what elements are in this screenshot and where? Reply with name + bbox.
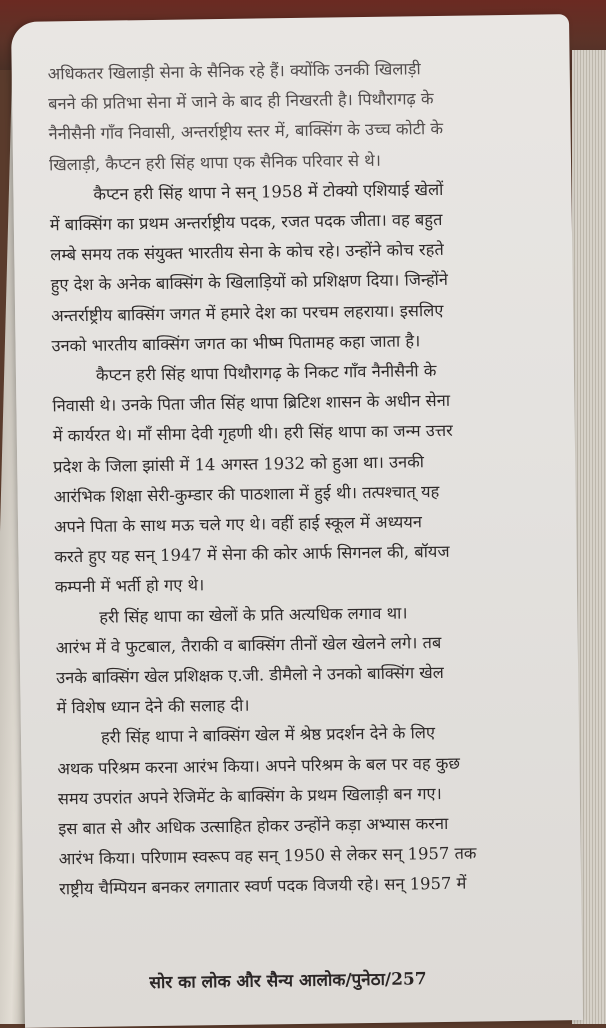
- text-line: निवासी थे। उनके पिता जीत सिंह थापा ब्रिटिश शासन के अधीन सेना: [52, 391, 451, 416]
- text-line: हुए देश के अनेक बाक्सिंग के खिलाड़ियों को प्रशिक्षण दिया। जिन्होंने: [50, 270, 449, 295]
- text-line: उनके बाक्सिंग खेल प्रशिक्षक ए.जी. डीमैलो ने उनको बाक्सिंग खेल: [56, 663, 444, 688]
- book-page: [11, 14, 583, 1028]
- text-line: करते हुए यह सन् 1947 में सेना की कोर आर्फ सिगनल की, बॉयज: [54, 542, 450, 567]
- text-line: अधिकतर खिलाड़ी सेना के सैनिक रहे हैं। क्योंकि उनकी खिलाड़ी: [47, 59, 421, 84]
- text-line: कैप्टन हरी सिंह थापा पिथौरागढ़ के निकट गाँव नैनीसैनी के: [95, 361, 437, 385]
- text-line: आरंभ में वे फुटबाल, तैराकी व बाक्सिंग तीनों खेल खेलने लगे। तब: [55, 632, 442, 658]
- text-line: राष्ट्रीय चैम्पियन बनकर लगातार स्वर्ण पदक विजयी रहे। सन् 1957 में: [58, 874, 467, 899]
- text-line: में विशेष ध्यान देने की सलाह दी।: [56, 695, 250, 718]
- text-line: आरंभिक शिक्षा सेरी-कुम्डार की पाठशाला में हुई थी। तत्पश्चात् यह: [53, 481, 440, 507]
- text-line: अथक परिश्रम करना आरंभ किया। अपने परिश्रम के बल पर वह कुछ: [57, 753, 461, 779]
- text-line: अन्तर्राष्ट्रीय बाक्सिंग जगत में हमारे देश का परचम लहराया। इसलिए: [50, 300, 444, 326]
- text-line: प्रदेश के जिला झांसी में 14 अगस्त 1932 को हुआ था। उनकी: [53, 451, 425, 477]
- page-footer: सोर का लोक और सैन्य आलोक/पुनेठा/257: [149, 969, 427, 994]
- text-line: नैनीसैनी गाँव निवासी, अन्तर्राष्ट्रीय स्तर में, बाक्सिंग के उच्च कोटी के: [48, 119, 444, 144]
- text-line: बनने की प्रतिभा सेना में जाने के बाद ही निखरती है। पिथौरागढ़ के: [48, 89, 434, 114]
- text-line: उनको भारतीय बाक्सिंग जगत का भीष्म पितामह कहा जाता है।: [51, 331, 421, 356]
- text-line: हरी सिंह थापा ने बाक्सिंग खेल में श्रेष्ठ प्रदर्शन देने के लिए: [100, 723, 436, 748]
- text-line: अपने पिता के साथ मऊ चले गए थे। वहीं हाई स्कूल में अध्ययन: [53, 512, 423, 537]
- text-line: हरी सिंह थापा का खेलों के प्रति अत्यधिक लगाव था।: [99, 603, 408, 627]
- text-line: लम्बे समय तक संयुक्त भारतीय सेना के कोच रहे। उन्होंने कोच रहते: [50, 240, 444, 265]
- body-text: [48, 52, 560, 905]
- text-line: समय उपरांत अपने रेजिमेंट के बाक्सिंग के प्रथम खिलाड़ी बन गए।: [57, 783, 442, 809]
- text-line: आरंभ किया। परिणाम स्वरूप वह सन् 1950 से लेकर सन् 1957 तक: [58, 843, 477, 869]
- text-line: खिलाड़ी, कैप्टन हरी सिंह थापा एक सैनिक परिवार से थे।: [48, 150, 382, 175]
- text-line: में बाक्सिंग का प्रथम अन्तर्राष्ट्रीय पदक, रजत पदक जीता। वह बहुत: [49, 209, 443, 235]
- text-line: इस बात से और अधिक उत्साहित होकर उन्होंने कड़ा अभ्यास करना: [58, 813, 449, 839]
- text-line: में कार्यरत थे। माँ सीमा देवी गृहणी थी। हरी सिंह थापा का जन्म उत्तर: [52, 421, 453, 446]
- text-line: कम्पनी में भर्ती हो गए थे।: [54, 575, 205, 597]
- text-line: कैप्टन हरी सिंह थापा ने सन् 1958 में टोक्यो एशियाई खेलों: [93, 179, 444, 204]
